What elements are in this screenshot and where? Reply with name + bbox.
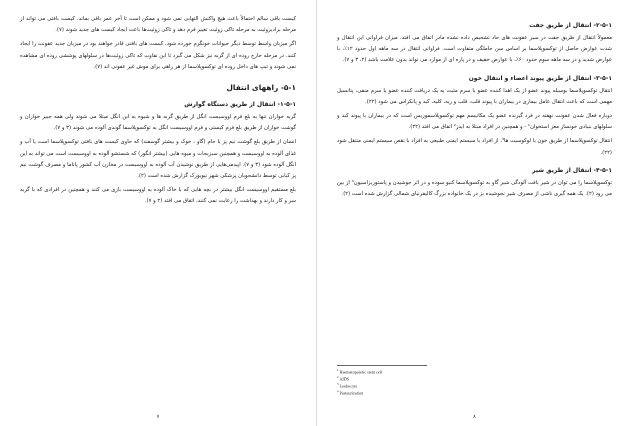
paragraph: معمولاً انتقال از طریق جفت در سیر عفونت های حاد تشخیص داده نشده مادر اتفاق می افتد. میزان فراوانی این انتقال و شدت عوارض حاصل از توکسوپلاسما بر اساس سن حاملگی متفاوت است. فراوانی انتقال در سه ماهه اول حدود ۱۲٪، با عوارض شدید و در سه ماهه سوم حدود ۶۰٪، با عوارض خفیف و در پاره ای از موارد می تواند بدون علامت باشد (۲، ۳ و ۷). [337, 35, 612, 64]
footnote: $^3$ Leukocyte [337, 382, 358, 389]
right-page-body [337, 21, 612, 200]
page-number: ۸ [473, 414, 476, 420]
paragraph: انتقال توکسوپلاسما بوسیله پیوند عضو از یک اهدا کننده عضو با سرم مثبت به یک دریافت کننده عضو با سرم منفی، پتانسیل مهمی است که باعث انتقال عامل بیماری در بیماران با پیوند قلب، قلب و ریه، کلیه، کبد و پانکراس می شود (۲۲). [337, 87, 612, 105]
paragraph: گربه خواران تنها به بلع فرم اووسیست انگل از طریق گربه ها و شیوه به این انگل مبتلا می شوند ولی همه جبیر خواران و گوشت خواران از طریق بلع فرم کیستی و فرم اووسیست انگل به توکسوپلاسما گوندی آلوده می شوند (۳ و ۷). [20, 114, 296, 132]
left-page-body [20, 14, 296, 208]
section-heading: ۵-۱- راههای انتقال [226, 83, 296, 93]
footnote: $^4$ Pasteurization [337, 389, 364, 396]
paragraph: توکسوپلاسما را می توان در شیر بافت آلودگی شیر گاو به توکسوپلاسما کنیو سوده و در اثر جوشیدن و پاستوریزاسیون⁴ از بین می رود (۲). یک همه گیری ناشی از مصرف شیر نجوشیده بز در یک خانواده بزرگ کالیفرنیای شمالی گزارش شده است (۲). [337, 179, 612, 198]
footnotes [337, 365, 457, 396]
subsection-heading: ۱-۵-۱- انتقال از طریق دستگاه گوارش [184, 101, 296, 109]
footnote: $^1$ Haematopoietic stem cell [337, 368, 383, 375]
footnote: $^2$ AIDS [337, 375, 350, 382]
paragraph: دوباره فعال شدن عفونت نهفته در فرد گیرنده عضو یک مکانیسم مهم توکسوپلاسموزیس است که در بیماران با پیوند کبد و سلولهای بنیادی خونساز مغز استخوان¹ - و همچنین در افراد مبتلا به ایدز² اتفاق می افتد (۲۲). [337, 113, 612, 131]
footnote-divider [337, 365, 427, 366]
right-page [316, 0, 632, 426]
paragraph: کیست باقی سالم احتمالاً باعث هیچ واکنش التهابی نمی شود و ممکن است تا آخر عمر باقی بماند. کیست بافتی می تواند از مرحله برادیزوئیت به مرحله تاکی زوئیت تغییر فرم دهد و تاکی زوئیت‌ها باعث ایجاد کیست های جدید شوند (۷). [20, 16, 296, 34]
paragraph: انتقال توکسوپلاسما از طریق خون یا لوکوسیت ها³، از افراد با سیستم ایمنی طبیعی به افراد با نقص سیستم ایمنی منتقل شود (۲۲). [337, 138, 612, 156]
subsection-heading: ۲-۵-۱- انتقال از طریق جفت [529, 22, 612, 29]
page-number: ۷ [156, 414, 160, 420]
subsection-heading: ۴-۵-۱- انتقال از طریق شیر [532, 166, 612, 174]
paragraph: اگر میزبان واسط توسط دیگر حیوانات خونگرم خورده شود، کیست های بافتی قادر خواهند بود در میزبان جدید عفونت را ایجاد کنند. در مرحله خارج روده ای از گربه نیز شکل می گیرد تا این تفاوت که تاکی زوئیت‌ها در سلولهای پوششی روده ای مشاهده نمی شوند و تیپ های داخل روده ای توکسوپلاسما از هر راهی برای موش غیر عفونی اند (۷). [20, 41, 296, 70]
subsection-heading: ۳-۵-۱- انتقال از طریق پیوند اعضاء و انتقال خون [468, 74, 612, 82]
paragraph: انسان از طریق بلع گوشت نیم پز یا خام (گاو ، خوک و بیشتر گوسفند) که حاوی کیست های بافتی توکسوپلاسما است یا آب و غذای آلوده به اووسیست و همچنین سبزیجات و میوه هایی (بیشتر انگور) که شستشو آلوده به اووسیست است می تواند به این انگل آلوده شود (۳ و ۷). اپیدمی‌هایی از طریق نوشیدن آب آلوده به اووسیست در مخازن آب کشور پاناما و مصرف گوشت نیم پز کبابی توسط دانشجویان پزشکی شهر نیویورک گزارش شده است (۲). [20, 139, 296, 180]
paragraph: بلع مستقیم اووسیست انگل بیشتر در بچه هایی که با خاک آلوده به اووسیست بازی می کنند و همچنین در افرادی که با گربه سر و کار دارند و بهداشت را رعایت نمی کنند، اتفاق می افتد (۲ و ۷). [20, 187, 296, 205]
